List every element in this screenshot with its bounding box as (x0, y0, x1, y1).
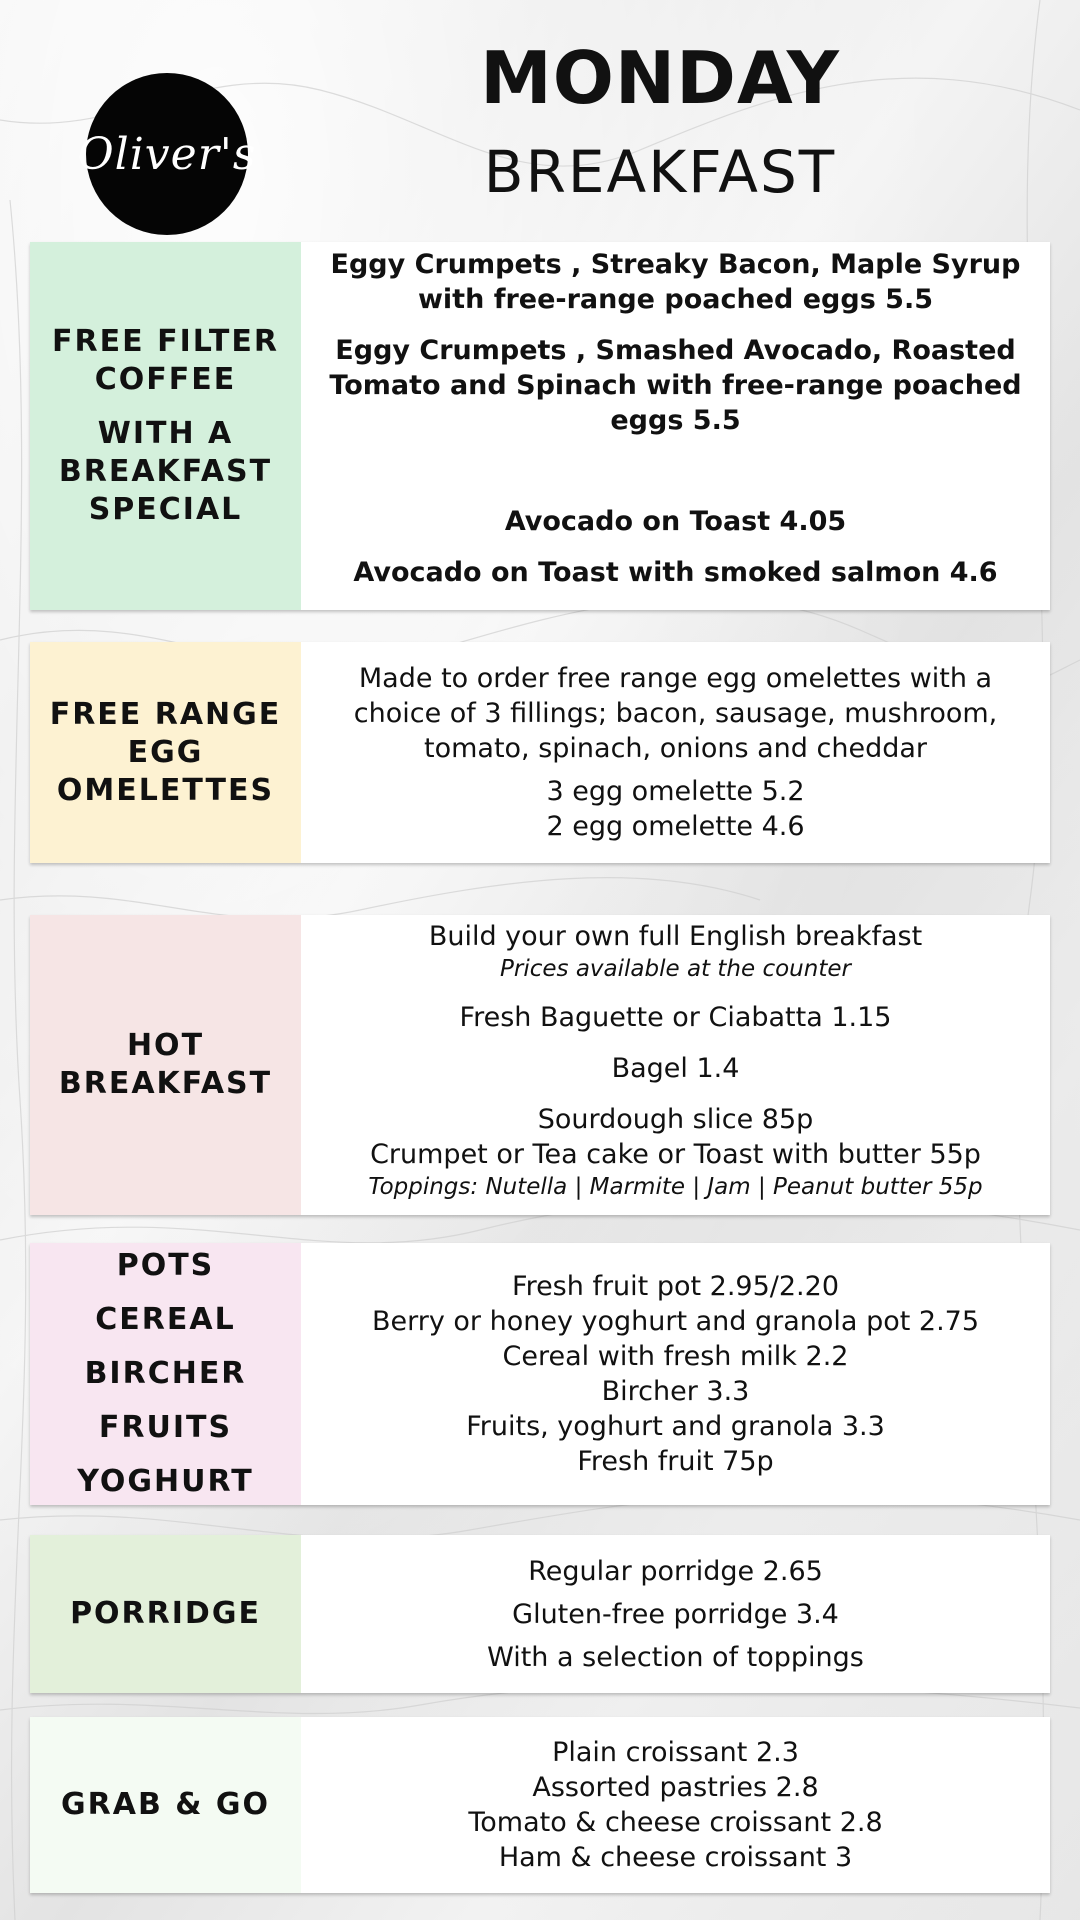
label-line: POTS (116, 1248, 215, 1283)
section-content (301, 915, 1050, 1215)
label-line: OMELETTES (56, 772, 275, 808)
label-line: YOGHURT (77, 1464, 254, 1499)
section-hot-breakfast (30, 915, 1050, 1215)
menu-item: Regular porridge 2.65 (528, 1555, 823, 1587)
menu-item: Fresh Baguette or Ciabatta 1.15 (459, 1002, 892, 1033)
prices-note: Prices available at the counter (500, 956, 851, 982)
menu-item: Fresh fruit pot 2.95/2.20 (512, 1271, 839, 1302)
section-description: Made to order free range egg omelettes with a choice of 3 fillings; bacon, sausage, mushroom, tomato, spinach, onions and cheddar (353, 663, 998, 764)
label-line: PORRIDGE (70, 1596, 261, 1631)
section-porridge (30, 1535, 1050, 1693)
label-line: BREAKFAST (58, 454, 273, 489)
label-line: BIRCHER (84, 1356, 247, 1391)
section-content (301, 1243, 1050, 1505)
label-line: FREE RANGE (49, 696, 282, 732)
section-omelettes (30, 642, 1050, 863)
menu-item: Avocado on Toast with smoked salmon 4.6 (353, 557, 998, 588)
section-label (30, 1717, 301, 1893)
menu-item: Ham & cheese croissant 3 (498, 1842, 853, 1873)
section-label (30, 915, 301, 1215)
section-pots-cereal (30, 1243, 1050, 1505)
section-grab-and-go (30, 1717, 1050, 1893)
label-line: SPECIAL (88, 492, 243, 527)
menu-item: Berry or honey yoghurt and granola pot 2.75 (371, 1306, 980, 1337)
label-line: EGG (127, 734, 204, 770)
section-content (301, 1717, 1050, 1893)
section-content (301, 1535, 1050, 1693)
menu-item: Fresh fruit 75p (577, 1446, 774, 1477)
label-line: HOT (126, 1028, 205, 1063)
logo (77, 73, 257, 235)
menu-item: Bircher 3.3 (601, 1376, 750, 1407)
menu-item: With a selection of toppings (487, 1641, 864, 1673)
menu-item: Eggy Crumpets , Smashed Avocado, Roasted Tomato and Spinach with free-range poached eggs 5.5 (329, 335, 1022, 436)
menu-item: Tomato & cheese croissant 2.8 (468, 1807, 883, 1838)
page-title-day: MONDAY (480, 36, 840, 120)
label-line: GRAB & GO (61, 1787, 270, 1822)
section-content (301, 642, 1050, 863)
menu-item: Sourdough slice 85p (537, 1104, 814, 1135)
label-line: CEREAL (95, 1302, 236, 1337)
menu-item: 2 egg omelette 4.6 (546, 811, 805, 842)
label-line: WITH A (97, 416, 234, 451)
section-label (30, 642, 301, 863)
menu-item: Eggy Crumpets , Streaky Bacon, Maple Syrup with free-range poached eggs 5.5 (330, 249, 1021, 315)
page-title-meal: BREAKFAST (483, 138, 837, 206)
section-label (30, 1535, 301, 1693)
menu-item: Gluten-free porridge 3.4 (512, 1598, 839, 1630)
menu-item: Bagel 1.4 (611, 1053, 740, 1084)
label-line: COFFEE (94, 362, 237, 397)
menu-item: Plain croissant 2.3 (552, 1737, 799, 1768)
toppings-note: Toppings: Nutella | Marmite | Jam | Peanut butter 55p (368, 1174, 983, 1200)
label-line: BREAKFAST (58, 1066, 273, 1101)
menu-item: 3 egg omelette 5.2 (546, 776, 805, 807)
section-label (30, 1243, 301, 1505)
logo-text: Oliver's (77, 128, 257, 180)
label-line: FRUITS (98, 1410, 233, 1445)
section-content (301, 242, 1050, 610)
menu-item: Assorted pastries 2.8 (532, 1772, 819, 1803)
section-label (30, 242, 301, 610)
menu-item: Fruits, yoghurt and granola 3.3 (466, 1411, 885, 1442)
menu-item: Crumpet or Tea cake or Toast with butter 55p (370, 1139, 981, 1170)
menu-item: Cereal with fresh milk 2.2 (502, 1341, 849, 1372)
label-line: FREE FILTER (52, 324, 279, 359)
section-breakfast-specials (30, 242, 1050, 610)
menu-heading: Build your own full English breakfast (428, 921, 923, 952)
menu-item: Avocado on Toast 4.05 (504, 506, 847, 537)
